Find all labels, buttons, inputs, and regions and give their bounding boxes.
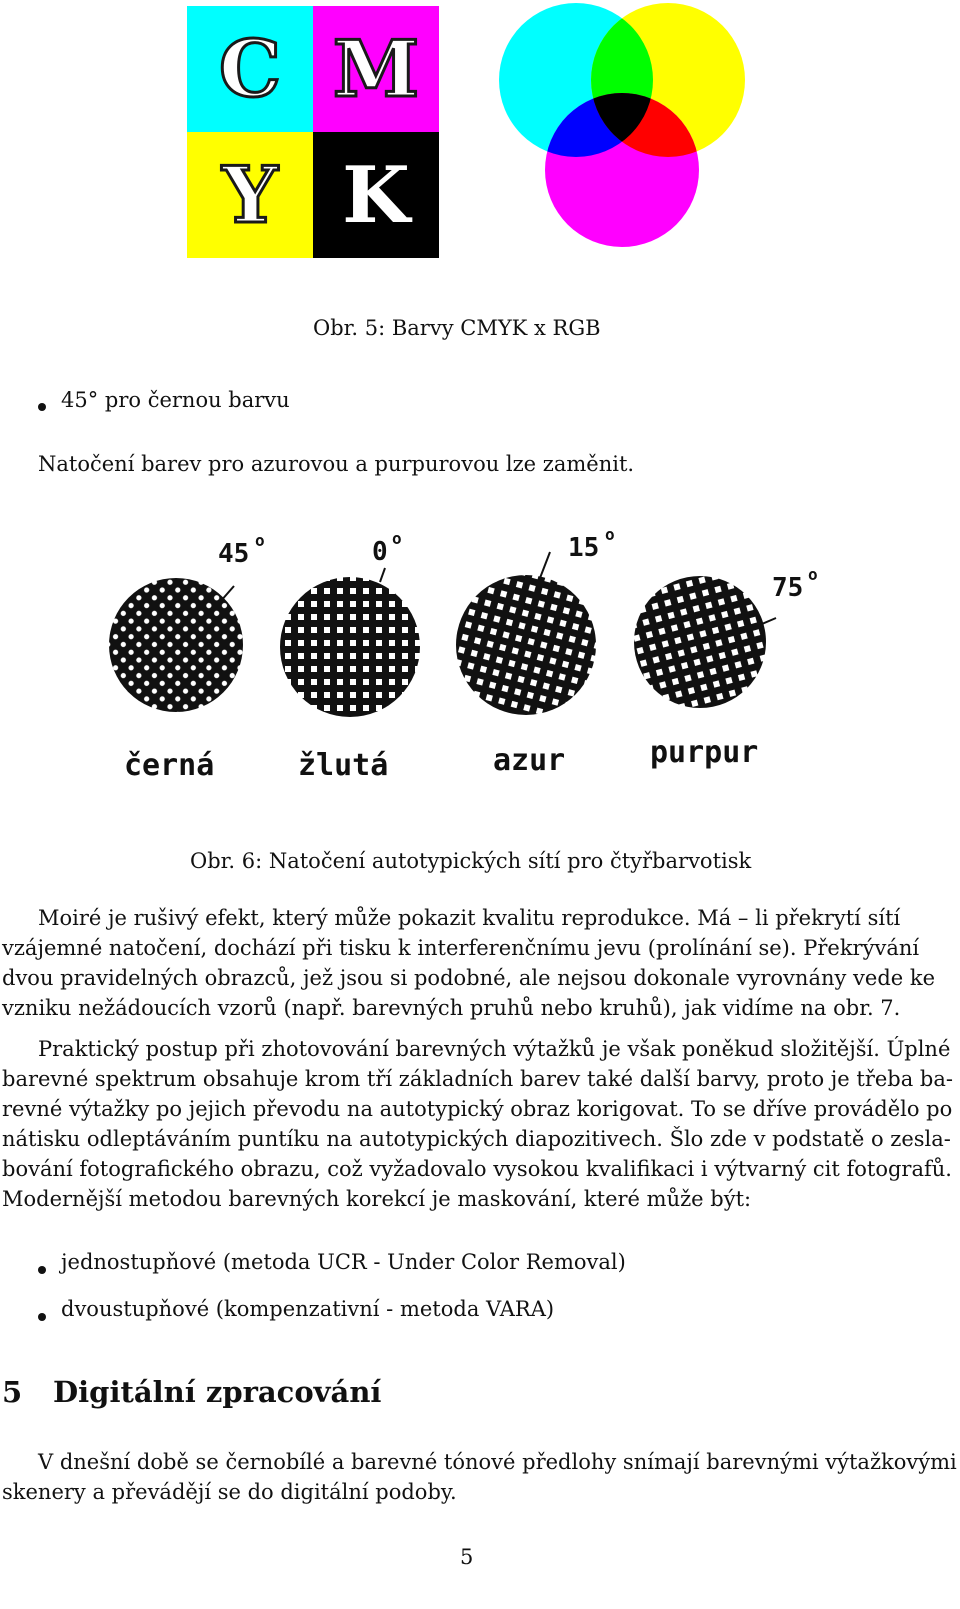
label-black: černá bbox=[124, 748, 215, 783]
halftone-angles-figure bbox=[100, 520, 840, 800]
bullet-dot bbox=[38, 396, 46, 415]
paragraph-digital bbox=[2, 1447, 957, 1507]
section-number: 5 bbox=[2, 1375, 23, 1409]
cmyk-cell-yellow bbox=[187, 132, 313, 258]
section-title: Digitální zpracování bbox=[53, 1375, 382, 1409]
cmyk-grid bbox=[187, 6, 439, 258]
pointer-75 bbox=[762, 618, 776, 624]
pointer-15 bbox=[540, 552, 550, 578]
degree-mark-15: o bbox=[605, 525, 615, 544]
degree-mark-0: o bbox=[392, 529, 402, 548]
bullet-ucr: jednostupňové (metoda UCR - Under Color Removal) bbox=[61, 1250, 626, 1274]
cmyk-cell-cyan bbox=[187, 6, 313, 132]
paragraph-line: vzniku nežádoucích vzorů (např. barevných pruhů nebo kruhů), jak vidíme na obr. 7. bbox=[2, 996, 901, 1020]
angle-label-45: 45 bbox=[218, 539, 250, 569]
angle-label-15: 15 bbox=[568, 533, 600, 563]
rotation-note: Natočení barev pro azurovou a purpurovou lze zaměnit. bbox=[38, 452, 635, 476]
degree-mark-45: o bbox=[255, 531, 265, 550]
paragraph-line: skenery a převádějí se do digitální podoby. bbox=[2, 1480, 457, 1504]
cmyk-cell-magenta bbox=[313, 6, 439, 132]
cmyk-letter-k: K bbox=[342, 149, 410, 241]
color-circles-diagram bbox=[488, 0, 756, 264]
pointer-0 bbox=[380, 568, 385, 582]
paragraph-practical bbox=[2, 1034, 953, 1214]
label-magenta: purpur bbox=[650, 735, 759, 770]
paragraph-line: revné výtažky po jejich převodu na autotypický obraz korigovat. To se dříve provádělo po bbox=[2, 1097, 953, 1121]
cmyk-letter-c: C bbox=[218, 23, 282, 115]
paragraph-line: barevné spektrum obsahuje krom tří základních barev také další barvy, proto je třeba ba- bbox=[2, 1067, 953, 1091]
cmyk-letter-m: M bbox=[332, 23, 420, 115]
halftone-circle-yellow bbox=[280, 577, 420, 717]
bullet-vara: dvoustupňové (kompenzativní - metoda VARA) bbox=[61, 1297, 555, 1321]
degree-mark-75: o bbox=[808, 565, 818, 584]
cmyk-cell-black bbox=[313, 132, 439, 258]
paragraph-line: bování fotografického obrazu, což vyžadovalo vysokou kvalifikaci i výtvarný cit fotografů. bbox=[2, 1157, 952, 1181]
label-yellow: žlutá bbox=[298, 748, 389, 783]
angle-label-0: 0 bbox=[372, 537, 388, 567]
figure5-caption: Obr. 5: Barvy CMYK x RGB bbox=[313, 316, 601, 340]
label-cyan: azur bbox=[493, 743, 566, 778]
page-number: 5 bbox=[460, 1545, 474, 1569]
paragraph-line: Moiré je rušivý efekt, který může pokazit kvalitu reprodukce. Má – li překrytí sítí bbox=[38, 906, 901, 930]
halftone-circle-cyan bbox=[456, 575, 596, 715]
paragraph-line: vzájemné natočení, dochází při tisku k interferenčnímu jevu (prolínání se). Překrývání bbox=[2, 936, 920, 960]
figure6-caption: Obr. 6: Natočení autotypických sítí pro čtyřbarvotisk bbox=[190, 849, 752, 873]
paragraph-line: V dnešní době se černobílé a barevné tónové předlohy snímají barevnými výtažkovými bbox=[38, 1450, 957, 1474]
pointer-45 bbox=[220, 586, 234, 602]
bullet-dot bbox=[38, 1306, 46, 1325]
paragraph-line: nátisku odleptáváním puntíku na autotypických diapozitivech. Šlo zde v podstatě o zesla- bbox=[2, 1127, 951, 1151]
halftone-circle-magenta bbox=[634, 576, 766, 708]
bullet-black-angle: 45° pro černou barvu bbox=[61, 388, 290, 412]
paragraph-line: dvou pravidelných obrazců, jež jsou si podobné, ale nejsou dokonale vyrovnány vede ke bbox=[2, 966, 936, 990]
paragraph-moire bbox=[2, 903, 936, 1023]
angle-label-75: 75 bbox=[772, 573, 804, 603]
paragraph-line: Modernější metodou barevných korekcí je maskování, které může být: bbox=[2, 1187, 752, 1211]
bullet-dot bbox=[38, 1259, 46, 1278]
paragraph-line: Praktický postup při zhotovování barevných výtažků je však poněkud složitější. Úplné bbox=[38, 1037, 951, 1061]
cmyk-letter-y: Y bbox=[222, 149, 278, 241]
